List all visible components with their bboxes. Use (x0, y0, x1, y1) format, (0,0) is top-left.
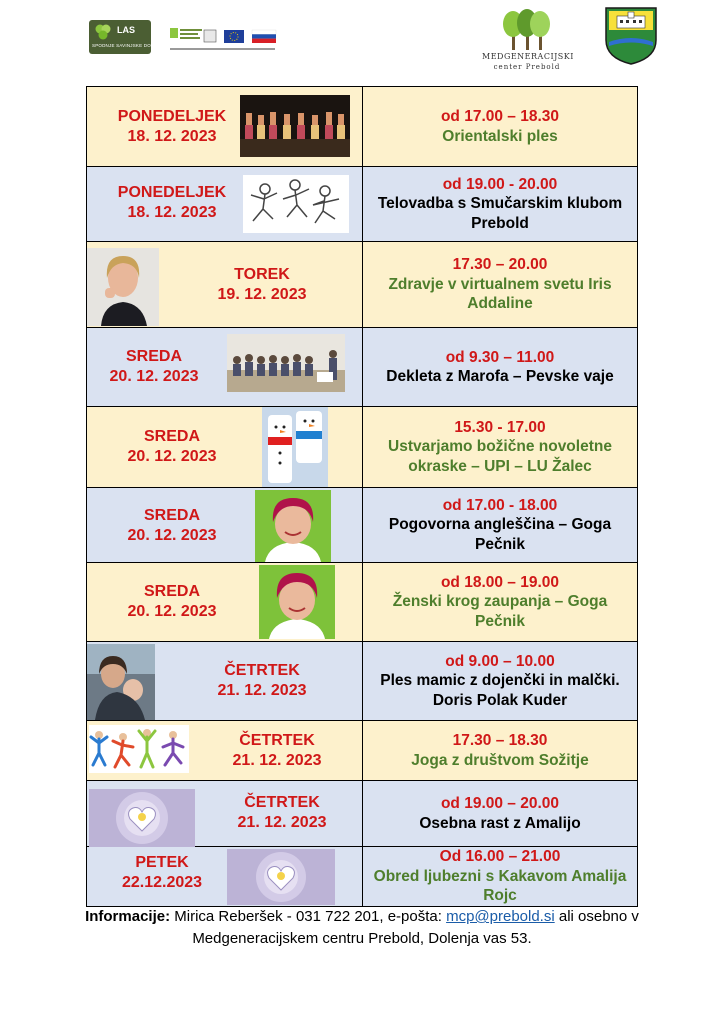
event-details: 17.30 – 20.00 Zdravje v virtualnem svetu Iris Addaline (388, 256, 612, 313)
event-details: od 9.30 – 11.00 Dekleta z Marofa – Pevske vaje (386, 348, 614, 385)
table-row (86, 407, 638, 488)
info-text-1: Mirica Reberšek - 031 722 201, e-pošta: (170, 908, 447, 925)
table-row (86, 642, 638, 721)
table-row (86, 721, 638, 781)
portrait-photo (255, 490, 331, 562)
mcp-subname: center Prebold (493, 63, 561, 71)
table-row (86, 328, 638, 407)
snowman-craft-photo (262, 407, 328, 487)
email-link[interactable]: mcp@prebold.si (446, 908, 555, 925)
event-details: od 9.00 – 10.00 Ples mamic z dojenčki in malčki. Doris Polak Kuder (380, 652, 620, 709)
event-details: 17.30 – 18.30 Joga z društvom Sožitje (411, 732, 589, 769)
las-logo (89, 20, 162, 54)
event-details: od 19.00 - 20.00 Telovadba s Smučarskim klubom Prebold (377, 175, 623, 232)
event-day: PONEDELJEK 18. 12. 2023 (117, 108, 227, 145)
info-label: Informacije: (85, 908, 171, 925)
event-day: SREDA 20. 12. 2023 (127, 428, 217, 465)
table-row (86, 847, 638, 907)
event-details: od 17.00 – 18.30 Orientalski ples (440, 108, 560, 145)
schedule-table (86, 86, 638, 907)
event-day: ČETRTEK 21. 12. 2023 (217, 662, 307, 699)
mcp-logo (482, 8, 572, 74)
table-row (86, 87, 638, 167)
event-day: ČETRTEK 21. 12. 2023 (232, 732, 322, 769)
eu-program-logos (170, 26, 282, 56)
info-text-2: ali osebno v Medgeneracijskem centru Prebold, Dolenja vas 53. (192, 908, 639, 947)
event-details: od 18.00 – 19.00 Ženski krog zaupanja – Goga Pečnik (392, 573, 608, 630)
event-day: SREDA 20. 12. 2023 (127, 507, 217, 544)
event-day: PETEK 22.12.2023 (121, 854, 203, 891)
event-day: SREDA 20. 12. 2023 (127, 583, 217, 620)
choir-photo (227, 334, 345, 392)
heart-flower-image (227, 849, 335, 905)
yoga-drawing (89, 725, 189, 773)
table-row (86, 563, 638, 642)
portrait-photo (87, 248, 159, 326)
event-day: PONEDELJEK 18. 12. 2023 (117, 184, 227, 221)
dance-stage-photo (240, 95, 350, 157)
las-title: LAS (117, 25, 135, 35)
event-details: od 17.00 - 18.00 Pogovorna angleščina – Goga Pečnik (388, 496, 612, 553)
table-row (86, 167, 638, 242)
event-details: Od 16.00 – 21.00 Obred ljubezni s Kakavom Amalija Rojc (373, 848, 627, 905)
exercise-drawing (243, 175, 349, 233)
trees-icon (482, 8, 572, 52)
clover-icon (94, 23, 112, 41)
las-subtitle: SPODNJE SAVINJSKE DOLINE (92, 43, 162, 48)
event-day: ČETRTEK 21. 12. 2023 (237, 794, 327, 831)
heart-flower-image (89, 789, 195, 847)
event-details: od 19.00 – 20.00 Osebna rast z Amalijo (419, 795, 581, 832)
event-day: TOREK 19. 12. 2023 (217, 266, 307, 303)
table-row (86, 242, 638, 328)
coat-of-arms-icon (604, 6, 658, 66)
event-details: 15.30 - 17.00 Ustvarjamo božične novoletne okraske – UPI – LU Žalec (388, 418, 612, 475)
event-day: SREDA 20. 12. 2023 (109, 348, 199, 385)
mother-baby-photo (87, 644, 155, 720)
contact-info (60, 906, 664, 950)
table-row (86, 488, 638, 563)
table-row (86, 781, 638, 847)
mcp-name: MEDGENERACIJSKI (482, 52, 574, 61)
portrait-photo (259, 565, 335, 639)
